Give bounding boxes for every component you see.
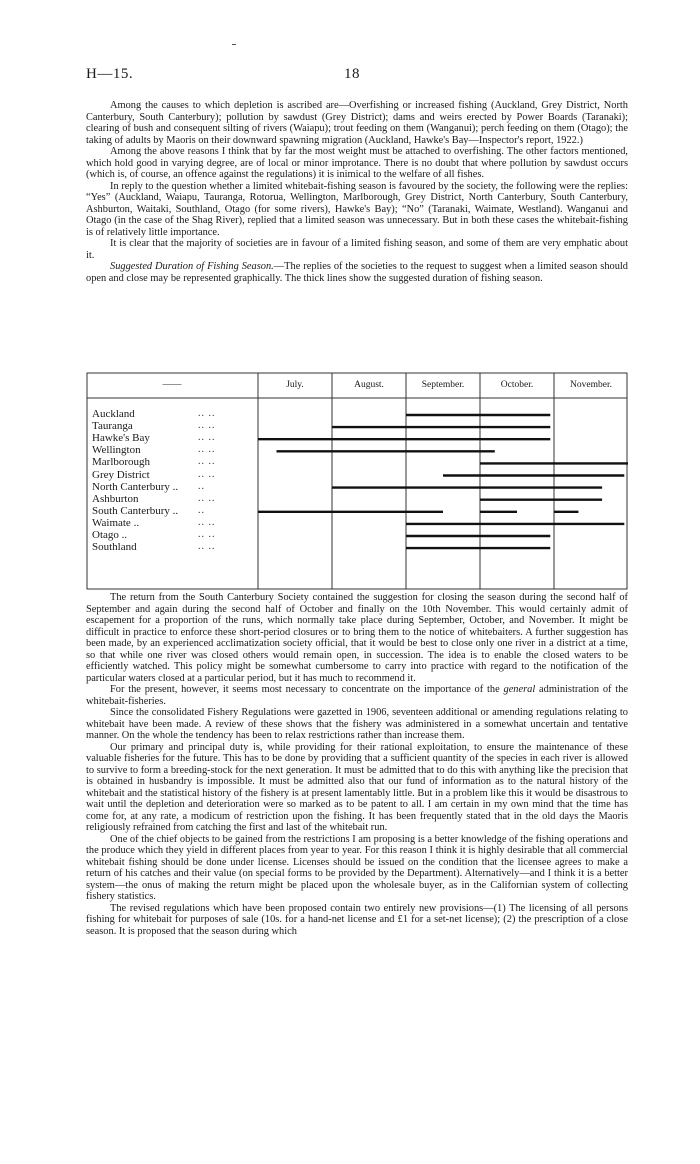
chart-column-header: November. — [570, 380, 612, 390]
suggested-text: —The replies of the societies to the request to suggest when a limited season should open and close may be represented graphically. The thick lines show the suggested duration of fishing season. — [86, 261, 628, 284]
chart-corner-label: —— — [162, 380, 182, 390]
chart-row-label: Grey District — [92, 468, 150, 481]
chart-row-leader-dots: .. .. — [198, 492, 216, 504]
chart-row-label: Ashburton — [92, 492, 139, 505]
chart-row-label: Marlborough — [92, 456, 151, 469]
fishing-season-chart — [86, 372, 628, 590]
chart-row-label: Auckland — [92, 408, 135, 420]
page-number: 18 — [344, 66, 360, 82]
chart-row-leader-dots: .. — [198, 480, 205, 492]
chart-row-leader-dots: .. .. — [198, 516, 216, 528]
paragraph-replies: In reply to the question whether a limited whitebait-fishing season is favoured by the society, the following were the replies: “Yes” (Auckland, Waiapu, Tauranga, Rotorua, Wellington, Marlborough, Grey District, North Canterbury, South Canterbury, Ashburton, Waitaki, Southland, Otago (for some rivers), Hawke's Bay); “No” (Taranaki, Waimate, Westland). Wanganui and Otago (in the case of the Shag River), replied that a limited season was unnecessary. But in both these cases the whitebait-fishing is of relatively little importance. — [86, 180, 628, 238]
chart-row-leader-dots: .. .. — [198, 432, 216, 444]
chart-row-label: Hawke's Bay — [92, 432, 150, 445]
chart-row-label: Wellington — [92, 444, 141, 457]
paragraph-primary-duty: Our primary and principal duty is, while providing for their rational exploitation, to ensure the maintenance of these valuable fisheries for the future. This has to be done by providing that a sufficient quantity of the species in each river is allowed to survive to form a breeding-stock for the next generation. It must be admitted that to do this with anything like the precision that is obtained in husbandry is impossible. It must be admitted also that our fund of information as to the natural history of the whitebait and the statistical history of the fishery is at present lamentably little. But in a problem like this it would be disastrous to wait until the depletion and deterioration were so marked as to be patent to all. I am certain in my own mind that the time has come for, at any rate, a modicum of restriction upon the fishing. It has been frequently stated that in the old days the Maoris religiously refrained from catching the first and last of the whitebait run. — [86, 741, 628, 833]
lower-text-block — [86, 592, 628, 937]
chart-row-leader-dots: .. .. — [198, 468, 216, 480]
chart-column-header: September. — [421, 380, 465, 390]
emphasis-general: general — [503, 684, 536, 695]
chart-column-header: July. — [286, 380, 304, 390]
chart-row-leader-dots: .. .. — [198, 408, 216, 419]
scan-mark — [232, 44, 236, 45]
chart-row-leader-dots: .. .. — [198, 420, 216, 432]
paragraph-regulations-history: Since the consolidated Fishery Regulations were gazetted in 1906, seventeen additional or amending regulations relating to whitebait have been made. A review of these shows that the fishery was administered in a somewhat uncertain and tentative manner. On the whole the tendency has been to relax restrictions rather than increase them. — [86, 707, 628, 741]
chart-row-leader-dots: .. .. — [198, 529, 216, 540]
paragraph-causes: Among the causes to which depletion is ascribed are—Overfishing or increased fishing (Auckland, Grey District, North Canterbury, South Canterbury); pollution by sawdust (Grey District); dams and weirs erected by Power Boards (Taranaki); clearing of bush and consequent silting of rivers (Waiapu); trout feeding on them (Wanganui); perch feeding on them (Otago); the taking of adults by Maoris on their downward spawning migration (Auckland, Hawke's Bay—Inspector's report, 1922.) — [86, 100, 628, 146]
paragraph-majority: It is clear that the majority of societies are in favour of a limited fishing season, and some of them are very emphatic about it. — [86, 238, 628, 261]
chart-column-header: October. — [500, 380, 534, 390]
chart-row-leader-dots: .. .. — [198, 456, 216, 468]
chart-row-label: Tauranga — [92, 420, 133, 433]
paragraph-overfishing: Among the above reasons I think that by far the most weight must be attached to overfishing. The other factors mentioned, which hold good in varying degree, are of local or minor improtance. There is no doubt that where pollution by sawdust occurs (which is, of course, an offence against the regulations) it is inimical to the welfare of all fishes. — [86, 146, 628, 180]
paragraph-revised-regulations: The revised regulations which have been proposed contain two entirely new provisions—(1) The licensing of all persons fishing for whitebait for purposes of sale (10s. for a hand-net license and £1 for a set-net license); (2) the prescription of a close season. It is proposed that the season during which — [86, 902, 628, 937]
paragraph-for-present: For the present, however, it seems most necessary to concentrate on the importance of the general administration of the whitebait-fisheries. — [86, 684, 629, 707]
chart-row-label: Waimate .. — [92, 516, 140, 529]
chart-row-leader-dots: .. .. — [198, 541, 216, 553]
chart-row-leader-dots: .. — [198, 504, 205, 516]
upper-text-block — [86, 100, 628, 284]
suggested-heading: Suggested Duration of Fishing Season. — [110, 261, 274, 272]
chart-row-label: South Canterbury .. — [92, 504, 179, 517]
chart-row-label: Otago .. — [92, 529, 128, 541]
chart-row-leader-dots: .. .. — [198, 444, 216, 456]
document-code: H—15. — [86, 66, 134, 82]
chart-column-header: August. — [354, 380, 384, 390]
chart-row-label: North Canterbury .. — [92, 480, 179, 493]
chart-row-label: Southland — [92, 541, 137, 554]
paragraph-south-canterbury: The return from the South Canterbury Society contained the suggestion for closing the season during the second half of September and again during the second half of October and finally on the 10th November. This would certainly admit of escapement for a proportion of the runs, which normally take place during September, October, and November. It might be difficult in practice to enforce these short-period closures or to bring them to the notice of whitebaiters. A further suggestion has been made, by an experienced acclimatization society official, that it would be best to close only one river in a district at a time, so that while one river was closed others would remain open, in succession. The idea is to enable the closed waters to be efficiently watched. This policy might be somewhat cumbersome to carry into practice with regard to the notification of the particular waters closed at a particular period, but it has much to recommend it. — [86, 592, 628, 684]
paragraph-suggested-duration — [86, 261, 628, 284]
paragraph-licensing-objects: One of the chief objects to be gained from the restrictions I am proposing is a better knowledge of the fishing operations and the produce which they yield in different places from year to year. For this reason I think it is highly desirable that all commercial whitebait fishing should be done under license. Licenses should be issued on the condition that the licensee agrees to make a return of his catches and their value (on special forms to be provided by the Department). Alternatively—and I think it is a better system—the onus of making the return might be placed upon the wholesale buyer, as in the Californian system of collecting fishery statistics. — [86, 833, 628, 902]
